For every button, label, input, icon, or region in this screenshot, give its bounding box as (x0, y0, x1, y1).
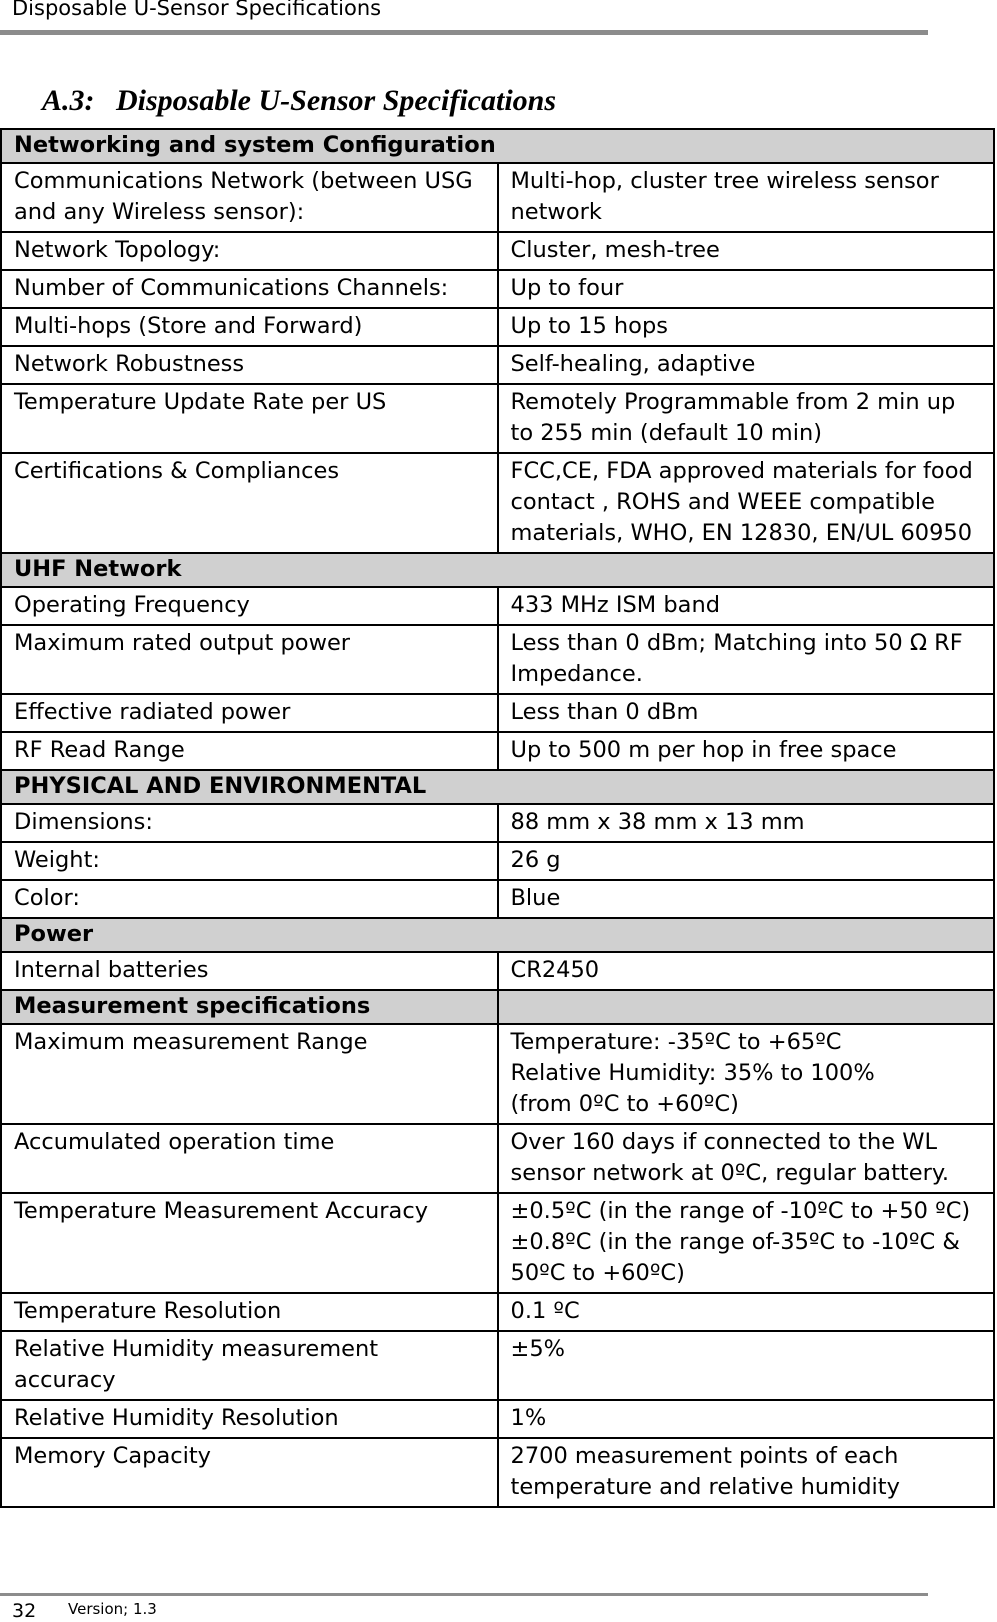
spec-value: 1% (498, 1400, 995, 1438)
spec-label: Accumulated operation time (1, 1124, 498, 1193)
spec-value-line: (from 0ºC to +60ºC) (510, 1091, 739, 1117)
section-number: A.3: (42, 84, 95, 117)
spec-label: Temperature Update Rate per US (1, 384, 498, 453)
table-row (1, 1193, 994, 1293)
section-heading: Power (1, 918, 994, 952)
spec-value: Over 160 days if connected to the WL sensor network at 0ºC, regular battery. (498, 1124, 995, 1193)
table-row (1, 1438, 994, 1507)
spec-label: Internal batteries (1, 952, 498, 990)
table-row (1, 625, 994, 694)
table-row (1, 804, 994, 842)
spec-label: Weight: (1, 842, 498, 880)
spec-value: 0.1 ºC (498, 1293, 995, 1331)
spec-value: Up to four (498, 270, 995, 308)
spec-label: Memory Capacity (1, 1438, 498, 1507)
section-heading: Networking and system Configuration (1, 129, 994, 163)
spec-value: Multi-hop, cluster tree wireless sensor network (498, 163, 995, 232)
running-header: Disposable U-Sensor Specifications (12, 0, 382, 20)
spec-label: Dimensions: (1, 804, 498, 842)
table-row (1, 732, 994, 770)
section-heading: Measurement specifications (1, 990, 498, 1024)
spec-value: Up to 15 hops (498, 308, 995, 346)
spec-label: Operating Frequency (1, 587, 498, 625)
spec-label: Network Topology: (1, 232, 498, 270)
spec-value (498, 1193, 995, 1293)
table-row (1, 1024, 994, 1124)
section-heading: UHF Network (1, 553, 994, 587)
spec-label: Effective radiated power (1, 694, 498, 732)
spec-label: Temperature Measurement Accuracy (1, 1193, 498, 1293)
spec-label: Number of Communications Channels: (1, 270, 498, 308)
spec-label: Multi-hops (Store and Forward) (1, 308, 498, 346)
table-row (1, 1400, 994, 1438)
spec-label: Maximum measurement Range (1, 1024, 498, 1124)
spec-label: Relative Humidity Resolution (1, 1400, 498, 1438)
table-row (1, 694, 994, 732)
section-header-row (1, 990, 994, 1024)
section-header-row (1, 553, 994, 587)
spec-value: Remotely Programmable from 2 min up to 255 min (default 10 min) (498, 384, 995, 453)
spec-value: Less than 0 dBm (498, 694, 995, 732)
header-rule (0, 30, 928, 35)
spec-value: 88 mm x 38 mm x 13 mm (498, 804, 995, 842)
table-row (1, 163, 994, 232)
footer-rule (0, 1593, 928, 1596)
spec-value: ±5% (498, 1331, 995, 1400)
section-header-row (1, 129, 994, 163)
spec-value: Self-healing, adaptive (498, 346, 995, 384)
spec-label: Certifications & Compliances (1, 453, 498, 553)
spec-value-line: Temperature: -35ºC to +65ºC (510, 1029, 842, 1055)
version-label: Version; 1.3 (68, 1600, 157, 1618)
spec-value: Blue (498, 880, 995, 918)
section-title (42, 84, 556, 118)
table-row (1, 952, 994, 990)
spec-value: 433 MHz ISM band (498, 587, 995, 625)
table-row (1, 308, 994, 346)
spec-label: Color: (1, 880, 498, 918)
spec-label: Maximum rated output power (1, 625, 498, 694)
spec-value (498, 1024, 995, 1124)
spec-value: 26 g (498, 842, 995, 880)
spec-label: Network Robustness (1, 346, 498, 384)
table-row (1, 587, 994, 625)
page-number: 32 (12, 1600, 37, 1622)
section-heading: PHYSICAL AND ENVIRONMENTAL (1, 770, 994, 804)
spec-value: FCC,CE, FDA approved materials for food contact , ROHS and WEEE compatible materials, WHO, EN 12830, EN/UL 60950 (498, 453, 995, 553)
table-row (1, 384, 994, 453)
spec-label: Communications Network (between USG and any Wireless sensor): (1, 163, 498, 232)
spec-label: Relative Humidity measurement accuracy (1, 1331, 498, 1400)
table-row (1, 1293, 994, 1331)
spec-label: RF Read Range (1, 732, 498, 770)
table-row (1, 232, 994, 270)
spec-value-line: Relative Humidity: 35% to 100% (510, 1060, 875, 1086)
section-title-text: Disposable U-Sensor Specifications (116, 84, 557, 117)
table-row (1, 1331, 994, 1400)
section-header-row (1, 770, 994, 804)
spec-value: Less than 0 dBm; Matching into 50 Ω RF Impedance. (498, 625, 995, 694)
spec-value-line: ±0.8ºC (in the range of-35ºC to -10ºC & 50ºC to +60ºC) (510, 1229, 960, 1286)
spec-table (0, 128, 995, 1508)
table-row (1, 1124, 994, 1193)
spec-value: Up to 500 m per hop in free space (498, 732, 995, 770)
table-row (1, 842, 994, 880)
spec-value: 2700 measurement points of each temperature and relative humidity (498, 1438, 995, 1507)
section-heading-blank (498, 990, 995, 1024)
spec-label: Temperature Resolution (1, 1293, 498, 1331)
table-row (1, 453, 994, 553)
table-row (1, 270, 994, 308)
table-row (1, 346, 994, 384)
table-row (1, 880, 994, 918)
spec-value-line: ±0.5ºC (in the range of -10ºC to +50 ºC) (510, 1198, 971, 1224)
spec-value: Cluster, mesh-tree (498, 232, 995, 270)
section-header-row (1, 918, 994, 952)
spec-value: CR2450 (498, 952, 995, 990)
